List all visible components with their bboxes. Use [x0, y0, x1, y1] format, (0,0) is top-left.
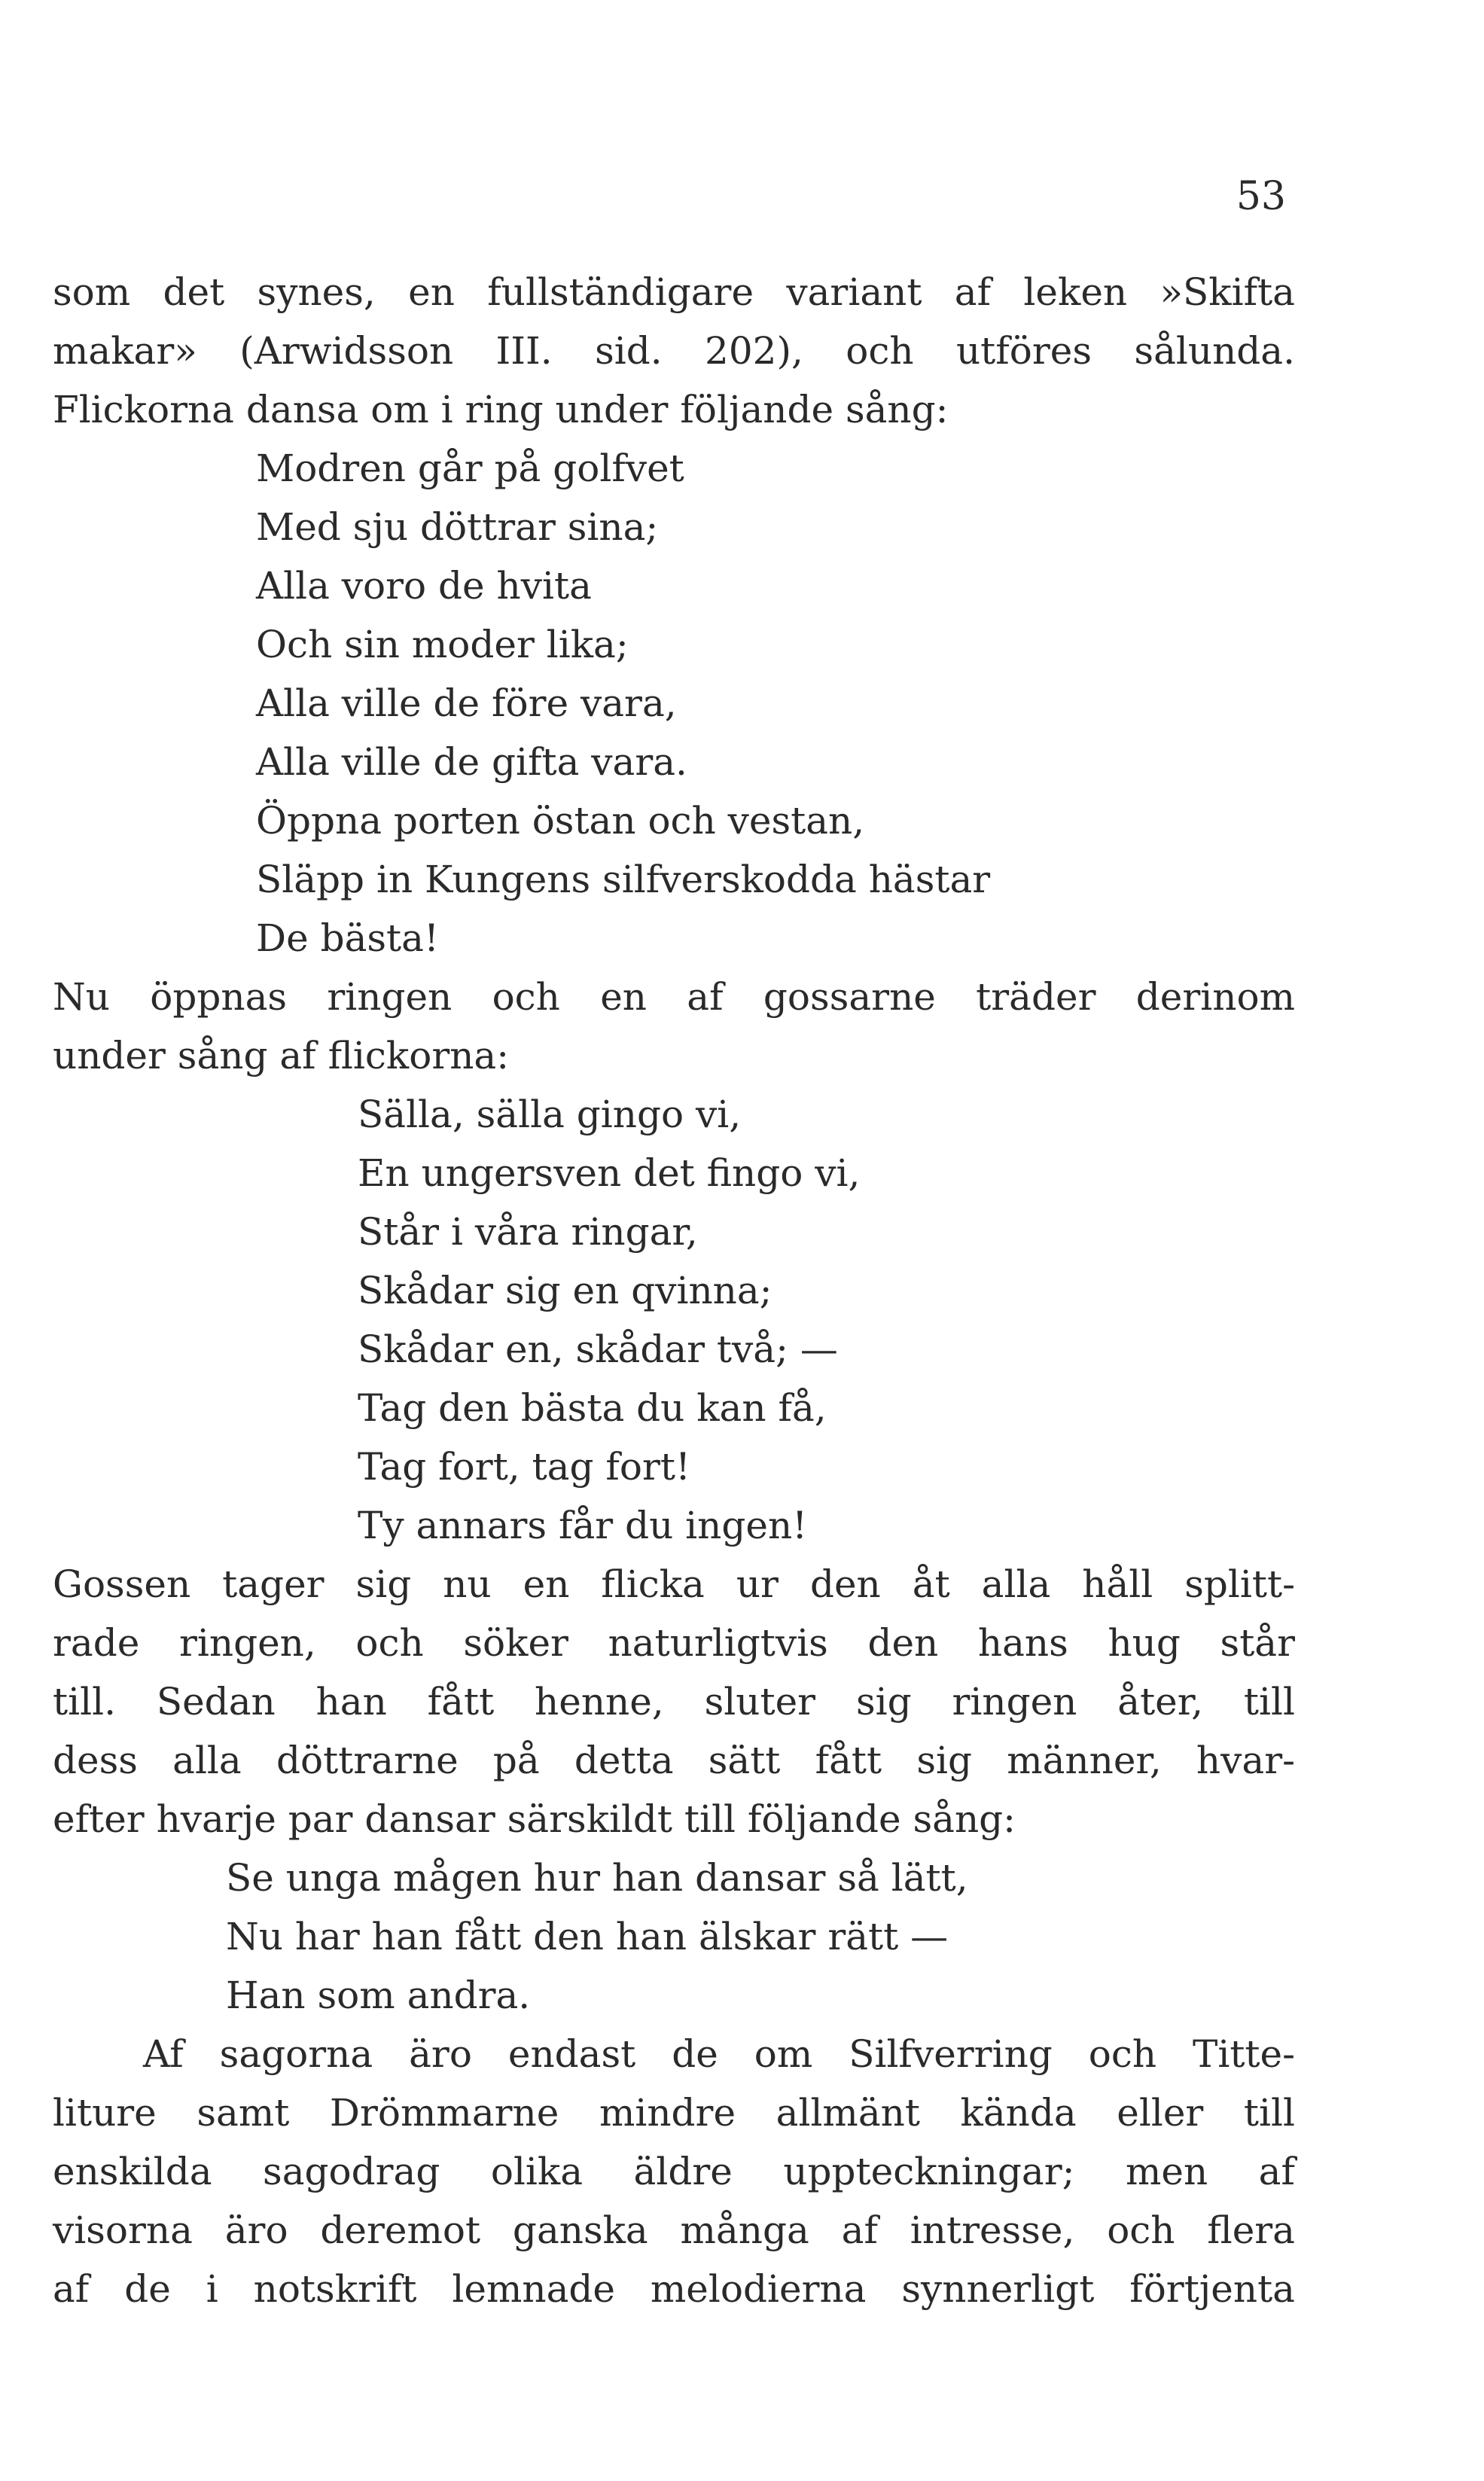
page-text: [53, 267, 1295, 2323]
prose-line: efter hvarje par dansar särskildt till följande sång:: [53, 1797, 1016, 1841]
prose-line: under sång af flickorna:: [53, 1034, 510, 1077]
prose-line: dess alla döttrarne på detta sätt fått sig männer, hvar-: [53, 1739, 1295, 1782]
song-verse-line: Skådar sig en qvinna;: [358, 1269, 772, 1312]
prose-line: liture samt Drömmarne mindre allmänt kända eller till: [53, 2091, 1295, 2135]
song-verse-line: Se unga mågen hur han dansar så lätt,: [226, 1856, 968, 1900]
song-verse-line: Alla voro de hvita: [256, 564, 592, 608]
song-verse-line: Alla ville de gifta vara.: [256, 740, 687, 784]
page-number: 53: [1236, 174, 1286, 219]
song-verse-line: Släpp in Kungens silfverskodda hästar: [256, 858, 991, 901]
prose-line: makar» (Arwidsson III. sid. 202), och utföres sålunda.: [53, 329, 1295, 373]
song-verse-line: De bästa!: [256, 916, 440, 960]
prose-line: visorna äro deremot ganska många af intresse, och flera: [53, 2208, 1295, 2252]
song-verse-line: Alla ville de före vara,: [256, 681, 677, 725]
song-verse-line: Sälla, sälla gingo vi,: [358, 1093, 742, 1136]
prose-line: af de i notskrift lemnade melodierna synnerligt förtjenta: [53, 2267, 1295, 2311]
prose-line: enskilda sagodrag olika äldre uppteckningar; men af: [53, 2150, 1295, 2193]
prose-line: Flickorna dansa om i ring under följande sång:: [53, 388, 949, 431]
song-verse-line: Och sin moder lika;: [256, 623, 629, 666]
prose-line: rade ringen, och söker naturligtvis den hans hug står: [53, 1621, 1295, 1665]
song-verse-line: Öppna porten östan och vestan,: [256, 799, 865, 843]
prose-line: Gossen tager sig nu en flicka ur den åt alla håll splitt-: [53, 1562, 1295, 1606]
song-verse-line: En ungersven det fingo vi,: [358, 1151, 861, 1195]
song-verse-line: Tag fort, tag fort!: [358, 1445, 691, 1489]
song-verse-line: Tag den bästa du kan få,: [358, 1386, 827, 1430]
song-verse-line: Nu har han fått den han älskar rätt —: [226, 1915, 949, 1958]
prose-line: Af sagorna äro endast de om Silfverring och Titte-: [143, 2032, 1295, 2076]
song-verse-line: Ty annars får du ingen!: [358, 1504, 808, 1547]
song-verse-line: Står i våra ringar,: [358, 1210, 698, 1254]
song-verse-line: Modren går på golfvet: [256, 447, 684, 490]
prose-line: till. Sedan han fått henne, sluter sig ringen åter, till: [53, 1680, 1295, 1724]
prose-line: Nu öppnas ringen och en af gossarne träder derinom: [53, 975, 1295, 1019]
song-verse-line: Med sju döttrar sina;: [256, 505, 659, 549]
song-verse-line: Han som andra.: [226, 1974, 531, 2017]
prose-line: som det synes, en fullständigare variant af leken »Skifta: [53, 270, 1295, 314]
song-verse-line: Skådar en, skådar två; —: [358, 1327, 838, 1371]
